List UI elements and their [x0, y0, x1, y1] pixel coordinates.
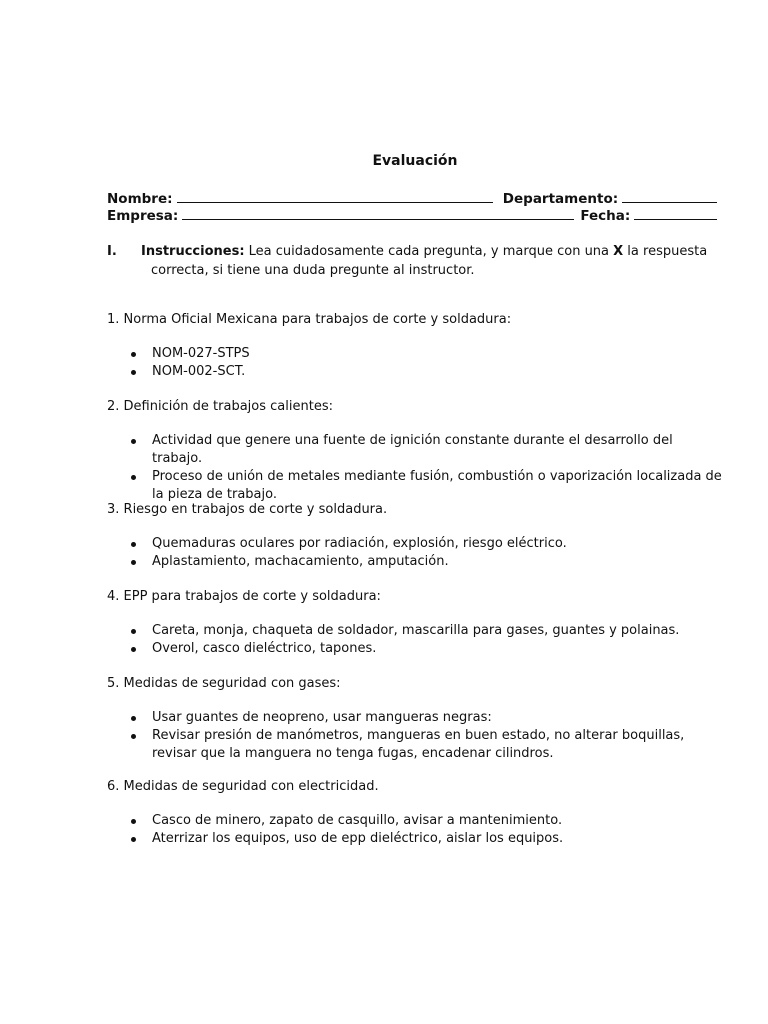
option-list — [107, 535, 723, 571]
instructions-line-1 — [141, 242, 723, 261]
question-text: 6. Medidas de seguridad con electricidad. — [107, 779, 379, 794]
option-list — [107, 812, 723, 848]
instructions-mark: X — [613, 244, 624, 259]
bullet-icon — [131, 352, 136, 357]
bullet-icon — [131, 819, 136, 824]
question-1 — [107, 311, 723, 381]
option-text: Careta, monja, chaqueta de soldador, mascarilla para gases, guantes y polainas. — [152, 623, 680, 638]
option-list — [107, 345, 723, 381]
instructions-number: I. — [107, 244, 117, 259]
bullet-icon — [131, 542, 136, 547]
nombre-label: Nombre: — [107, 191, 173, 207]
option[interactable] — [107, 640, 723, 658]
departamento-blank[interactable] — [622, 191, 717, 203]
departamento-label: Departamento: — [502, 191, 619, 207]
bullet-icon — [131, 837, 136, 842]
empresa-row — [107, 208, 723, 224]
bullet-icon — [131, 560, 136, 565]
option[interactable] — [107, 830, 723, 848]
bullet-icon — [131, 475, 136, 480]
option-text: NOM-027-STPS — [152, 346, 250, 361]
option-list — [107, 432, 723, 504]
instructions-line-2: correcta, si tiene una duda pregunte al instructor. — [151, 263, 475, 278]
bullet-icon — [131, 734, 136, 739]
option[interactable] — [107, 432, 723, 468]
option-text: Usar guantes de neopreno, usar mangueras negras: — [152, 710, 492, 725]
document-title: Evaluación — [372, 153, 458, 169]
bullet-icon — [131, 629, 136, 634]
question-3 — [107, 501, 723, 571]
question-2 — [107, 398, 723, 504]
question-text: 1. Norma Oficial Mexicana para trabajos de corte y soldadura: — [107, 312, 512, 327]
instructions-text-1: Lea cuidadosamente cada pregunta, y marque con una — [244, 244, 614, 259]
option-text: Quemaduras oculares por radiación, explosión, riesgo eléctrico. — [152, 536, 567, 551]
option-text: Aplastamiento, machacamiento, amputación. — [152, 554, 449, 569]
option-text: Aterrizar los equipos, uso de epp dieléctrico, aislar los equipos. — [152, 831, 564, 846]
question-text: 4. EPP para trabajos de corte y soldadura: — [107, 589, 381, 604]
option[interactable] — [107, 553, 723, 571]
option-text: Revisar presión de manómetros, mangueras en buen estado, no alterar boquillas, revisar que la manguera no tenga fugas, encadenar cilindros. — [152, 728, 685, 761]
option[interactable] — [107, 622, 723, 640]
option-text: Casco de minero, zapato de casquillo, avisar a mantenimiento. — [152, 813, 563, 828]
question-6 — [107, 778, 723, 848]
option[interactable] — [107, 535, 723, 553]
question-5 — [107, 675, 723, 763]
option[interactable] — [107, 727, 723, 763]
bullet-icon — [131, 370, 136, 375]
question-4 — [107, 588, 723, 658]
option[interactable] — [107, 468, 723, 504]
nombre-blank[interactable] — [177, 191, 493, 203]
bullet-icon — [131, 439, 136, 444]
option[interactable] — [107, 709, 723, 727]
empresa-label: Empresa: — [107, 208, 179, 224]
option-text: Overol, casco dieléctrico, tapones. — [152, 641, 377, 656]
nombre-row — [107, 191, 723, 207]
option-list — [107, 709, 723, 763]
option-text: Actividad que genere una fuente de ignición constante durante el desarrollo del trabajo. — [152, 433, 673, 466]
option-text: Proceso de unión de metales mediante fusión, combustión o vaporización localizada de la pieza de trabajo. — [152, 469, 722, 502]
fecha-label: Fecha: — [580, 208, 631, 224]
question-text: 2. Definición de trabajos calientes: — [107, 399, 333, 414]
question-text: 3. Riesgo en trabajos de corte y soldadura. — [107, 502, 388, 517]
fecha-blank[interactable] — [634, 208, 717, 220]
option[interactable] — [107, 345, 723, 363]
empresa-blank[interactable] — [182, 208, 574, 220]
bullet-icon — [131, 647, 136, 652]
option-text: NOM-002-SCT. — [152, 364, 246, 379]
option[interactable] — [107, 812, 723, 830]
question-text: 5. Medidas de seguridad con gases: — [107, 676, 341, 691]
instructions-text-2: la respuesta — [623, 244, 708, 259]
instructions-label: Instrucciones: — [141, 244, 245, 259]
instructions — [107, 242, 723, 280]
option[interactable] — [107, 363, 723, 381]
option-list — [107, 622, 723, 658]
bullet-icon — [131, 716, 136, 721]
